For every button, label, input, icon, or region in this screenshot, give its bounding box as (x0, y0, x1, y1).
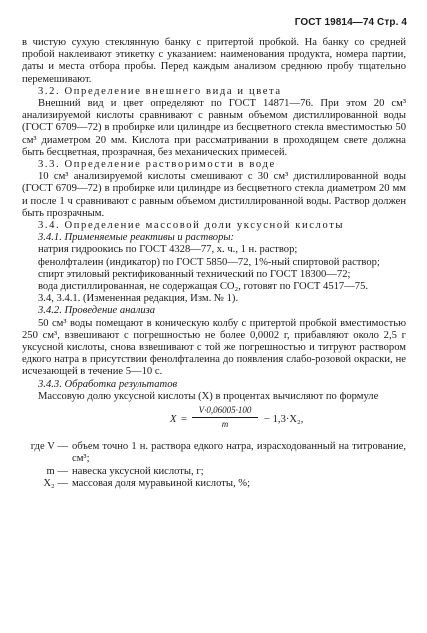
paragraph-analysis: 50 см³ воды помещают в коническую колбу с притертой пробкой вместимостью 250 см³, взвешивают с погрешностью не более 0,0002 г, прибавляют около 2,5 г уксусной кислоты, снова взвешивают с той же погрешностью и титруют раствором едкого натра в присутствии фенолфталеина до появления слабо-розовой окраски, не исчезающей в течение 5—10 с. (22, 317, 406, 378)
formula-fraction (192, 405, 258, 430)
section-heading-3-2: 3.2. Определение внешнего вида и цвета (38, 85, 282, 97)
section-heading-3-4-1: 3.4.1. Применяемые реактивы и растворы: (38, 232, 235, 244)
reagent-item: спирт этиловый ректификованный технический по ГОСТ 18300—72; (38, 268, 351, 280)
legend-term: m — (46, 465, 68, 477)
reagent-item: вода дистиллированная, не содержащая CO₂, готовят по ГОСТ 4517—75. (38, 281, 369, 293)
formula-numerator: V·0,06005·100 (198, 405, 252, 416)
legend-row (22, 478, 406, 490)
formula-equals: = (181, 414, 187, 426)
fraction-bar (192, 417, 258, 418)
paragraph-results: Массовую долю уксусной кислоты (X) в процентах вычисляют по формуле (38, 390, 379, 402)
reagent-item: фенолфталеин (индикатор) по ГОСТ 5850—72, 1%-ный спиртовой раствор; (38, 256, 380, 268)
legend-desc: навеска уксусной кислоты, г; (72, 465, 204, 477)
document-body (22, 37, 406, 490)
paragraph-solubility: 10 см³ анализируемой кислоты смешивают с 30 см³ дистиллированной воды (ГОСТ 6709—72) в пробирке или цилиндре из бесцветного стекла диаметром 20 мм и после 1 ч сравнивают с равным объемом дистиллированной воды. Раствор должен быть прозрачным. (22, 171, 406, 219)
formula-lhs: X (170, 414, 177, 426)
formula-legend (22, 441, 406, 490)
legend-term: X₂ — (43, 477, 68, 489)
legend-term: где V — (30, 441, 68, 453)
revision-note: 3.4, 3.4.1. (Измененная редакция, Изм. № 1). (38, 293, 239, 305)
reagent-item: натрия гидроокись по ГОСТ 4328—77, х. ч., 1 н. раствор; (38, 244, 298, 256)
paragraph-appearance: Внешний вид и цвет определяют по ГОСТ 14871—76. При этом 20 см³ анализируемой кислоты сравнивают с равным объемом дистиллированной воды (ГОСТ 6709—72) в пробирке или цилиндре из бесцветного стекла вместимостью 50 см³ диаметром 20 мм. Кислота при рассматривании в проходящем свете должна быть бесцветная, прозрачная, без механических примесей. (22, 98, 406, 158)
formula-denominator: m (221, 419, 229, 430)
section-heading-3-4: 3.4. Определение массовой доли уксусной кислоты (38, 220, 345, 232)
legend-row (22, 441, 406, 465)
section-heading-3-4-2: 3.4.2. Проведение анализа (38, 305, 156, 317)
formula-rest: − 1,3·X₂, (264, 414, 304, 426)
legend-desc: объем точно 1 н. раствора едкого натра, израсходованный на титрование, см³; (72, 441, 406, 465)
section-heading-3-3: 3.3. Определение растворимости в воде (38, 159, 276, 171)
acetic-acid-formula (22, 405, 406, 437)
section-heading-3-4-3: 3.4.3. Обработка результатов (38, 378, 178, 390)
legend-desc: массовая доля муравьиной кислоты, %; (72, 477, 251, 489)
legend-row (22, 466, 406, 478)
page-header: ГОСТ 19814—74 Стр. 4 (294, 17, 407, 28)
paragraph-sample-packaging: в чистую сухую стеклянную банку с притертой пробкой. На банку со средней пробой наклеивают этикетку с указанием: наименования продукта, номера партии, даты и места отбора пробы. Перед каждым анализом среднюю пробу тщательно перемешивают. (22, 37, 406, 85)
